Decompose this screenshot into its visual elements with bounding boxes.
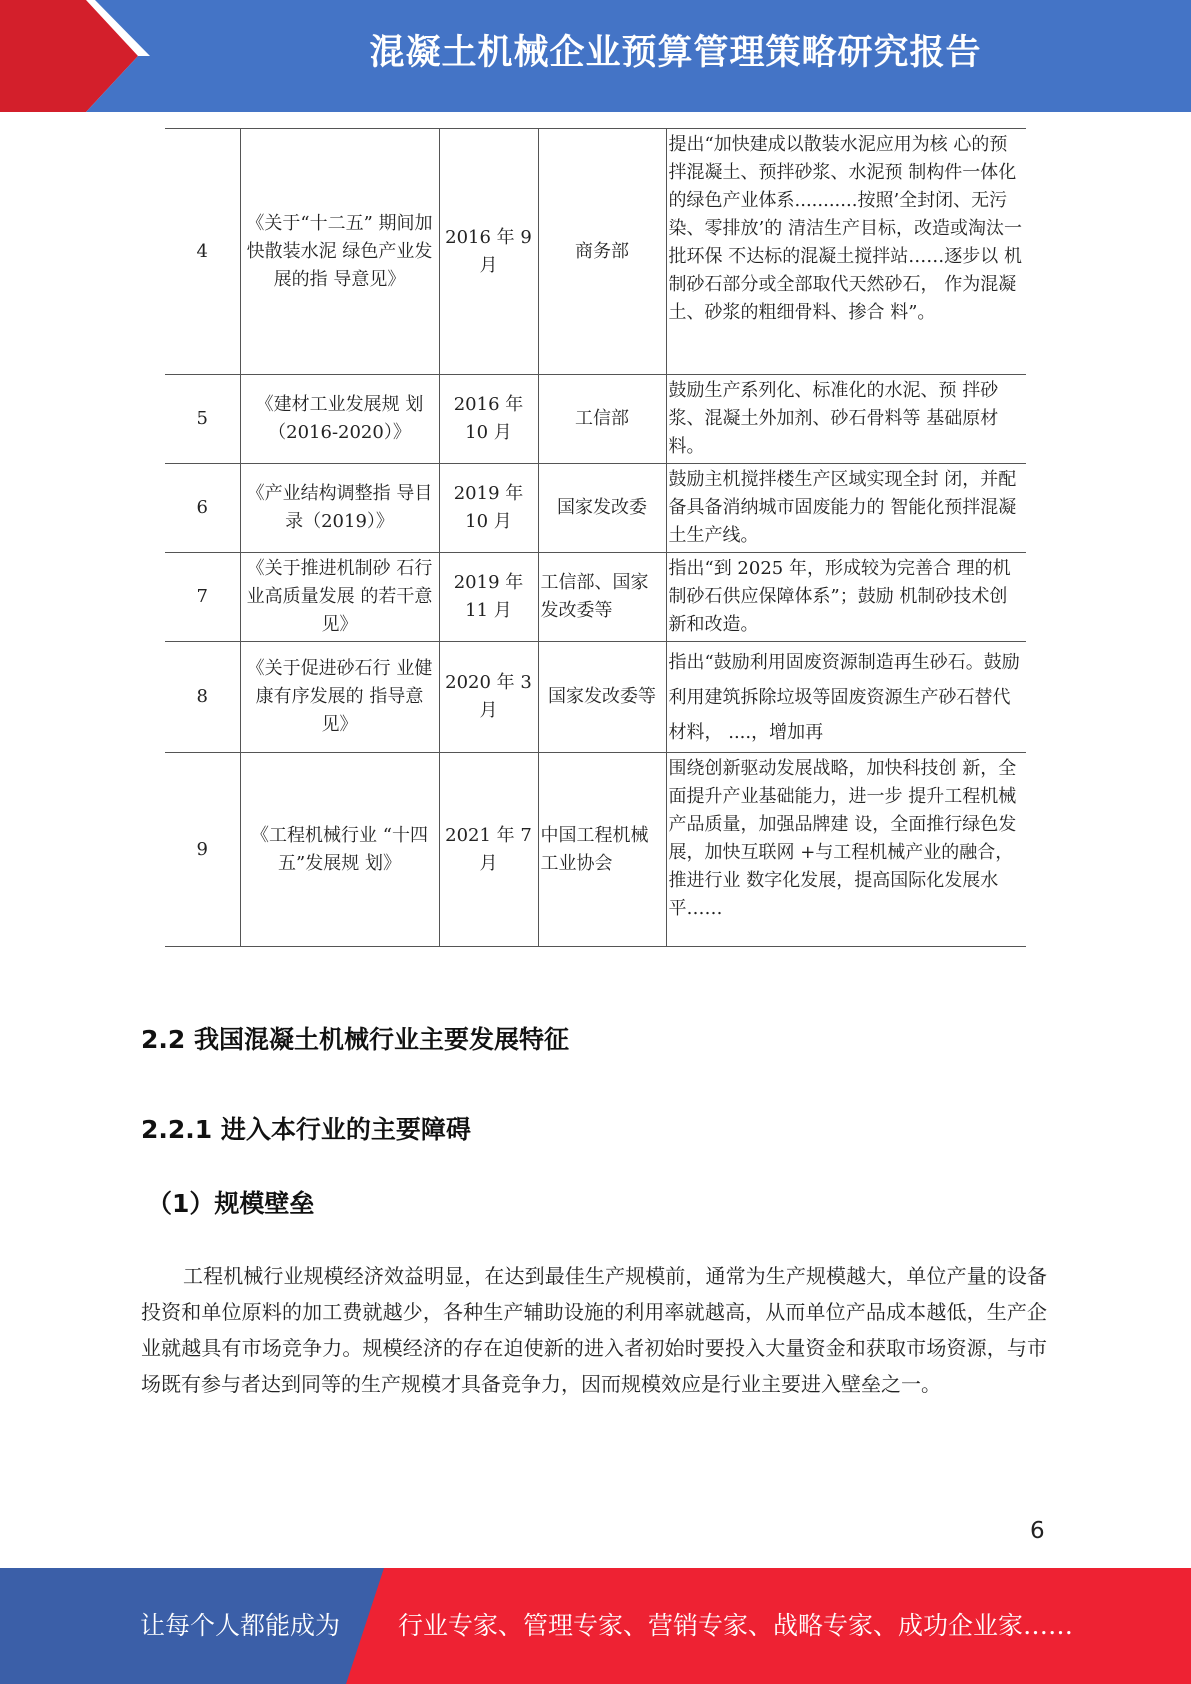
table-row [165,753,1026,947]
footer-banner [0,1568,1191,1684]
policy-name: 《建材工业发展规 划（2016-2020）》 [240,375,439,464]
policy-table [165,128,1026,947]
policy-name: 《关于促进砂石行 业健康有序发展的 指导意见》 [240,642,439,753]
report-title: 混凝土机械企业预算管理策略研究报告 [369,33,982,73]
row-number: 9 [165,753,240,947]
policy-content: 提出“加快建成以散装水泥应用为核 心的预拌混凝土、预拌砂浆、水泥预 制构件一体化的绿色产业体系...........按照’全封闭、无污染、零排放’的 清洁生产目标，改造或淘汰一批环保 不达标的混凝土搅拌站……逐步以 机制砂石部分或全部取代天然砂石， 作为混凝土、砂浆的粗细骨料、掺合 料”。 [666,129,1026,375]
table-row [165,375,1026,464]
policy-date: 2019 年 10 月 [439,464,538,553]
policy-department: 商务部 [538,129,666,375]
policy-name: 《关于推进机制砂 石行业高质量发展 的若干意见》 [240,553,439,642]
report-header-banner [0,0,1191,112]
header-arrow-decoration [0,0,150,112]
table-row [165,553,1026,642]
section-heading-2-2: 2.2 我国混凝土机械行业主要发展特征 [141,1025,569,1054]
table-row [165,464,1026,553]
row-number: 5 [165,375,240,464]
policy-date: 2016 年 10 月 [439,375,538,464]
policy-name: 《关于“十二五” 期间加快散装水泥 绿色产业发展的指 导意见》 [240,129,439,375]
policy-date: 2016 年 9 月 [439,129,538,375]
policy-date: 2019 年 11 月 [439,553,538,642]
policy-content: 鼓励主机搅拌楼生产区域实现全封 闭，并配备具备消纳城市固废能力的 智能化预拌混凝土生产线。 [666,464,1026,553]
footer-slogan-left: 让每个人都能成为 [140,1611,341,1640]
policy-content: 鼓励生产系列化、标准化的水泥、预 拌砂浆、混凝土外加剂、砂石骨料等 基础原材料。 [666,375,1026,464]
policy-content: 围绕创新驱动发展战略，加快科技创 新，全面提升产业基础能力，进一步 提升工程机械产品质量，加强品牌建 设，全面推行绿色发展，加快互联网 +与工程机械产业的融合，推进行业 数字化发展，提高国际化发展水 平…… [666,753,1026,947]
row-number: 7 [165,553,240,642]
policy-department: 工信部、国家发改委等 [538,553,666,642]
policy-content: 指出“鼓励利用固废资源制造再生砂石。鼓励利用建筑拆除垃圾等固废资源生产砂石替代材料， ....，增加再 [666,642,1026,753]
policy-name: 《产业结构调整指 导目录（2019）》 [240,464,439,553]
policy-department: 工信部 [538,375,666,464]
table-row [165,129,1026,375]
row-number: 6 [165,464,240,553]
section-heading-2-2-1: 2.2.1 进入本行业的主要障碍 [141,1115,471,1144]
policy-date: 2020 年 3 月 [439,642,538,753]
policy-name: 《工程机械行业 “十四五”发展规 划》 [240,753,439,947]
row-number: 8 [165,642,240,753]
row-number: 4 [165,129,240,375]
policy-department: 中国工程机械工业协会 [538,753,666,947]
policy-department: 国家发改委等 [538,642,666,753]
subsection-heading-scale-barrier: （1）规模壁垒 [147,1189,315,1218]
policy-content: 指出“到 2025 年，形成较为完善合 理的机制砂石供应保障体系”；鼓励 机制砂技术创新和改造。 [666,553,1026,642]
table-row [165,642,1026,753]
footer-slogan-right: 行业专家、管理专家、营销专家、战略专家、成功企业家…… [398,1611,1074,1640]
page-number: 6 [1030,1518,1045,1544]
policy-date: 2021 年 7 月 [439,753,538,947]
body-paragraph: 工程机械行业规模经济效益明显，在达到最佳生产规模前，通常为生产规模越大，单位产量的设备投资和单位原料的加工费就越少，各种生产辅助设施的利用率就越高，从而单位产品成本越低，生产企业就越具有市场竞争力。规模经济的存在迫使新的进入者初始时要投入大量资金和获取市场资源，与市场既有参与者达到同等的生产规模才具备竞争力，因而规模效应是行业主要进入壁垒之一。 [141,1264,1047,1396]
policy-department: 国家发改委 [538,464,666,553]
